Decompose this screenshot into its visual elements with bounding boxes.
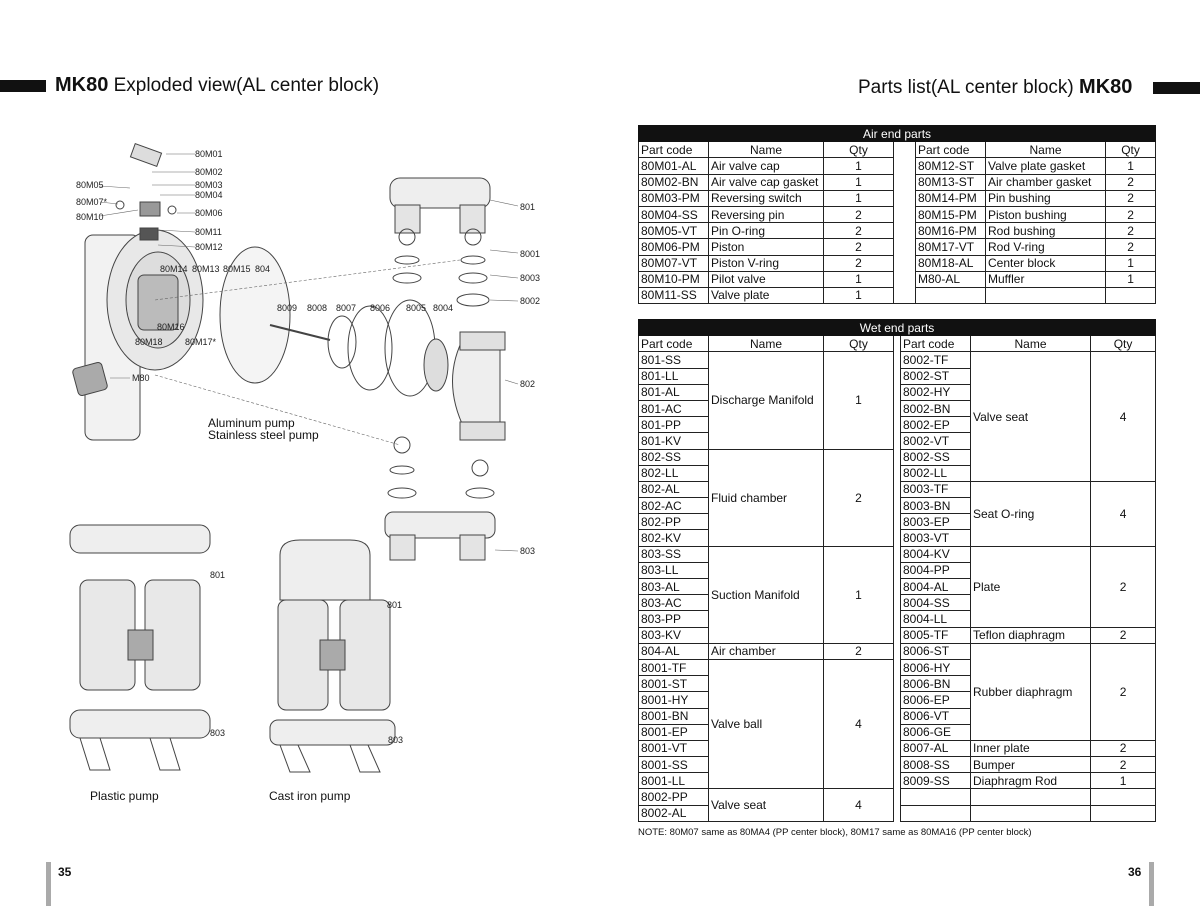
part-code: 803-KV	[639, 627, 709, 643]
part-code: 80M18-AL	[916, 255, 986, 271]
part-name: Air chamber	[709, 643, 824, 659]
part-code	[901, 789, 971, 805]
part-qty: 2	[1091, 546, 1156, 627]
part-code: 802-KV	[639, 530, 709, 546]
part-qty: 2	[1106, 239, 1156, 255]
part-code: 8003-TF	[901, 481, 971, 497]
part-code: 8002-TF	[901, 352, 971, 368]
label-8008: 8008	[307, 303, 328, 313]
part-code: 80M03-PM	[639, 190, 709, 206]
column-header: Name	[709, 142, 824, 158]
column-header: Name	[986, 142, 1106, 158]
empty-cell	[986, 287, 1106, 303]
part-qty: 2	[1106, 206, 1156, 222]
part-code: 802-AL	[639, 481, 709, 497]
part-name: Air valve cap	[709, 158, 824, 174]
part-qty: 4	[824, 789, 894, 821]
label-80m02: 80M02	[195, 167, 223, 177]
label-80m01: 80M01	[195, 149, 223, 159]
label-8006: 8006	[370, 303, 391, 313]
label-80m06: 80M06	[195, 208, 223, 218]
part-code: 8008-SS	[901, 757, 971, 773]
label-80m04: 80M04	[195, 190, 223, 200]
part-code: 8001-BN	[639, 708, 709, 724]
label-8004: 8004	[433, 303, 454, 313]
label-80m15: 80M15	[223, 264, 251, 274]
discharge-manifold	[390, 178, 490, 208]
part-code: 8006-GE	[901, 724, 971, 740]
part-code: 801-AC	[639, 400, 709, 416]
part-code: 8007-AL	[901, 740, 971, 756]
part-code: 80M01-AL	[639, 158, 709, 174]
label-80m11: 80M11	[195, 227, 222, 237]
label-80m13: 80M13	[192, 264, 220, 274]
caption-plastic: Plastic pump	[90, 789, 159, 803]
part-name: Reversing switch	[709, 190, 824, 206]
part-code: 8002-ST	[901, 368, 971, 384]
column-header: Qty	[824, 142, 894, 158]
part-qty: 2	[1091, 643, 1156, 740]
part-code: 8006-ST	[901, 643, 971, 659]
label-8001: 8001	[520, 249, 541, 259]
label-8003: 8003	[520, 273, 541, 283]
part-code: 80M07-VT	[639, 255, 709, 271]
part-name: Bumper	[971, 757, 1091, 773]
part-code: 8002-HY	[901, 384, 971, 400]
part-name: Seat O-ring	[971, 481, 1091, 546]
column-header: Name	[971, 336, 1091, 352]
part-qty: 2	[824, 223, 894, 239]
left-page-title	[55, 74, 379, 97]
part-qty: 1	[824, 352, 894, 449]
label-8002: 8002	[520, 296, 541, 306]
column-header: Part code	[639, 142, 709, 158]
part-qty: 2	[1091, 627, 1156, 643]
part-code: 8001-ST	[639, 676, 709, 692]
part-name: Air valve cap gasket	[709, 174, 824, 190]
part-qty: 1	[1106, 158, 1156, 174]
empty-cell	[916, 287, 986, 303]
air-valve-cap	[130, 144, 161, 167]
part-name: Piston bushing	[986, 206, 1106, 222]
gap-cell	[894, 336, 901, 822]
label-804: 804	[255, 264, 271, 274]
plastic-pump-illustration	[70, 525, 210, 770]
right-page-title	[858, 76, 1132, 99]
part-code: 8004-SS	[901, 595, 971, 611]
right-title-bar	[1153, 82, 1200, 94]
blank-cell	[639, 304, 1156, 320]
part-name: Rod bushing	[986, 223, 1106, 239]
part-code: 801-KV	[639, 433, 709, 449]
label-801-plastic: 801	[210, 570, 226, 580]
part-code: 8002-AL	[639, 805, 709, 821]
part-code: 8002-LL	[901, 465, 971, 481]
part-qty: 2	[1091, 757, 1156, 773]
empty-cell	[1106, 287, 1156, 303]
part-qty: 1	[1106, 255, 1156, 271]
part-name: Fluid chamber	[709, 449, 824, 546]
empty-cell	[901, 805, 971, 821]
part-name: Valve seat	[971, 352, 1091, 482]
left-page-bar	[46, 862, 51, 906]
part-code: 8004-KV	[901, 546, 971, 562]
part-code: 802-PP	[639, 514, 709, 530]
part-name: Center block	[986, 255, 1106, 271]
part-code: 8003-EP	[901, 514, 971, 530]
part-code: 8002-BN	[901, 400, 971, 416]
label-803-castiron: 803	[388, 735, 404, 745]
part-name: Pin O-ring	[709, 223, 824, 239]
part-name: Pilot valve	[709, 271, 824, 287]
label-802: 802	[520, 379, 536, 389]
right-title-text: Parts list(AL center block)	[858, 77, 1080, 98]
part-code: 8002-SS	[901, 449, 971, 465]
left-title-bar	[0, 80, 46, 92]
part-code: 801-SS	[639, 352, 709, 368]
label-m80: M80	[132, 373, 150, 383]
label-80m14: 80M14	[160, 264, 188, 274]
part-code: 80M15-PM	[916, 206, 986, 222]
part-code: 8006-EP	[901, 692, 971, 708]
part-name: Suction Manifold	[709, 546, 824, 643]
part-code: 8001-LL	[639, 773, 709, 789]
wet-section-title: Wet end parts	[639, 320, 1156, 336]
air-section-header	[639, 126, 1156, 142]
part-code: 80M14-PM	[916, 190, 986, 206]
part-qty: 2	[824, 206, 894, 222]
part-qty: 1	[1091, 773, 1156, 789]
part-code: 80M10-PM	[639, 271, 709, 287]
caption-castiron: Cast iron pump	[269, 789, 351, 803]
air-column-headers	[639, 142, 1156, 158]
label-80m17: 80M17*	[185, 337, 217, 347]
part-code: 80M16-PM	[916, 223, 986, 239]
part-code: 8006-HY	[901, 659, 971, 675]
part-qty: 2	[1106, 190, 1156, 206]
gap-cell	[894, 142, 916, 304]
label-80m05: 80M05	[76, 180, 104, 190]
part-code: 80M02-BN	[639, 174, 709, 190]
part-name: Valve ball	[709, 659, 824, 789]
part-code: 8001-SS	[639, 757, 709, 773]
part-name: Inner plate	[971, 740, 1091, 756]
blank-row	[639, 304, 1156, 320]
part-code: 8005-TF	[901, 627, 971, 643]
part-qty: 2	[1106, 174, 1156, 190]
label-803-plastic: 803	[210, 728, 226, 738]
label-80m03: 80M03	[195, 180, 223, 190]
column-header: Qty	[824, 336, 894, 352]
part-name: Pin bushing	[986, 190, 1106, 206]
part-code: 80M11-SS	[639, 287, 709, 303]
part-code: 80M17-VT	[916, 239, 986, 255]
column-header: Part code	[916, 142, 986, 158]
label-80m10: 80M10	[76, 212, 104, 222]
part-code: 80M05-VT	[639, 223, 709, 239]
part-qty: 2	[824, 239, 894, 255]
empty-cell	[1091, 805, 1156, 821]
part-code: M80-AL	[916, 271, 986, 287]
column-header: Part code	[901, 336, 971, 352]
part-code: 803-PP	[639, 611, 709, 627]
part-name: Valve seat	[709, 789, 824, 821]
part-code: 8002-PP	[639, 789, 709, 805]
part-code: 801-PP	[639, 417, 709, 433]
label-8005: 8005	[406, 303, 427, 313]
column-header: Qty	[1106, 142, 1156, 158]
part-name: Piston V-ring	[709, 255, 824, 271]
part-code: 8001-HY	[639, 692, 709, 708]
part-code: 804-AL	[639, 643, 709, 659]
part-name: Reversing pin	[709, 206, 824, 222]
part-code: 8009-SS	[901, 773, 971, 789]
right-page-bar	[1149, 862, 1154, 906]
left-page-number: 35	[58, 865, 72, 879]
part-code: 8003-BN	[901, 498, 971, 514]
part-name: Rubber diaphragm	[971, 643, 1091, 740]
part-code: 801-LL	[639, 368, 709, 384]
part-qty: 1	[824, 158, 894, 174]
part-code: 80M04-SS	[639, 206, 709, 222]
part-code: 8002-EP	[901, 417, 971, 433]
part-code: 803-SS	[639, 546, 709, 562]
part-code: 802-LL	[639, 465, 709, 481]
part-name: Air chamber gasket	[986, 174, 1106, 190]
part-qty: 2	[824, 255, 894, 271]
part-name: Valve plate gasket	[986, 158, 1106, 174]
part-code: 802-SS	[639, 449, 709, 465]
wet-section-header	[639, 320, 1156, 336]
caption-stainless: Stainless steel pump	[208, 428, 319, 442]
part-qty: 1	[824, 271, 894, 287]
part-code: 803-LL	[639, 562, 709, 578]
left-title-model: MK80	[55, 74, 109, 96]
suction-manifold	[385, 512, 495, 538]
label-80m12: 80M12	[195, 242, 223, 252]
part-code: 802-AC	[639, 498, 709, 514]
part-code: 80M13-ST	[916, 174, 986, 190]
part-code: 8001-VT	[639, 740, 709, 756]
part-qty: 1	[1106, 271, 1156, 287]
part-name: Rod V-ring	[986, 239, 1106, 255]
part-qty: 4	[824, 659, 894, 789]
right-page-number: 36	[1128, 865, 1142, 879]
part-code: 8006-VT	[901, 708, 971, 724]
wet-end-parts-table	[638, 319, 1156, 822]
part-code: 8004-AL	[901, 579, 971, 595]
part-qty: 2	[824, 643, 894, 659]
label-801: 801	[520, 202, 536, 212]
part-name: Valve plate	[709, 287, 824, 303]
part-code: 8003-VT	[901, 530, 971, 546]
wet-column-headers	[639, 336, 1156, 352]
part-code: 8001-EP	[639, 724, 709, 740]
label-8007: 8007	[336, 303, 357, 313]
cast-iron-pump-illustration	[270, 540, 395, 772]
part-qty: 4	[1091, 481, 1156, 546]
part-name: Plate	[971, 546, 1091, 627]
label-80m16: 80M16	[157, 322, 185, 332]
part-code: 8001-TF	[639, 659, 709, 675]
part-code: 8004-LL	[901, 611, 971, 627]
part-qty: 1	[824, 287, 894, 303]
part-name: Discharge Manifold	[709, 352, 824, 449]
part-qty: 2	[1106, 223, 1156, 239]
part-code: 801-AL	[639, 384, 709, 400]
part-code: 80M06-PM	[639, 239, 709, 255]
part-code: 8004-PP	[901, 562, 971, 578]
part-name: Diaphragm Rod	[971, 773, 1091, 789]
column-header: Part code	[639, 336, 709, 352]
footnote: NOTE: 80M07 same as 80MA4 (PP center block), 80M17 same as 80MA16 (PP center block)	[638, 827, 1032, 838]
part-qty: 1	[824, 174, 894, 190]
right-title-model: MK80	[1079, 76, 1133, 98]
air-section-title: Air end parts	[639, 126, 1156, 142]
part-code: 8006-BN	[901, 676, 971, 692]
part-qty	[1091, 789, 1156, 805]
part-qty: 1	[824, 190, 894, 206]
part-code: 80M12-ST	[916, 158, 986, 174]
column-header: Qty	[1091, 336, 1156, 352]
part-code: 8002-VT	[901, 433, 971, 449]
column-header: Name	[709, 336, 824, 352]
label-8009: 8009	[277, 303, 298, 313]
part-name: Muffler	[986, 271, 1106, 287]
left-title-text: Exploded view(AL center block)	[108, 75, 380, 96]
part-name: Teflon diaphragm	[971, 627, 1091, 643]
part-name	[971, 789, 1091, 805]
part-qty: 2	[824, 449, 894, 546]
part-name: Piston	[709, 239, 824, 255]
part-qty: 4	[1091, 352, 1156, 482]
part-code: 803-AC	[639, 595, 709, 611]
exploded-view-diagram	[40, 110, 560, 810]
part-qty: 2	[1091, 740, 1156, 756]
label-80m18: 80M18	[135, 337, 163, 347]
label-80m07: 80M07*	[76, 197, 108, 207]
part-qty: 1	[824, 546, 894, 643]
empty-cell	[971, 805, 1091, 821]
part-code: 803-AL	[639, 579, 709, 595]
label-801-castiron: 801	[387, 600, 403, 610]
air-end-parts-table	[638, 125, 1156, 320]
label-803: 803	[520, 546, 536, 556]
caption-aluminum: Aluminum pump	[208, 416, 295, 430]
